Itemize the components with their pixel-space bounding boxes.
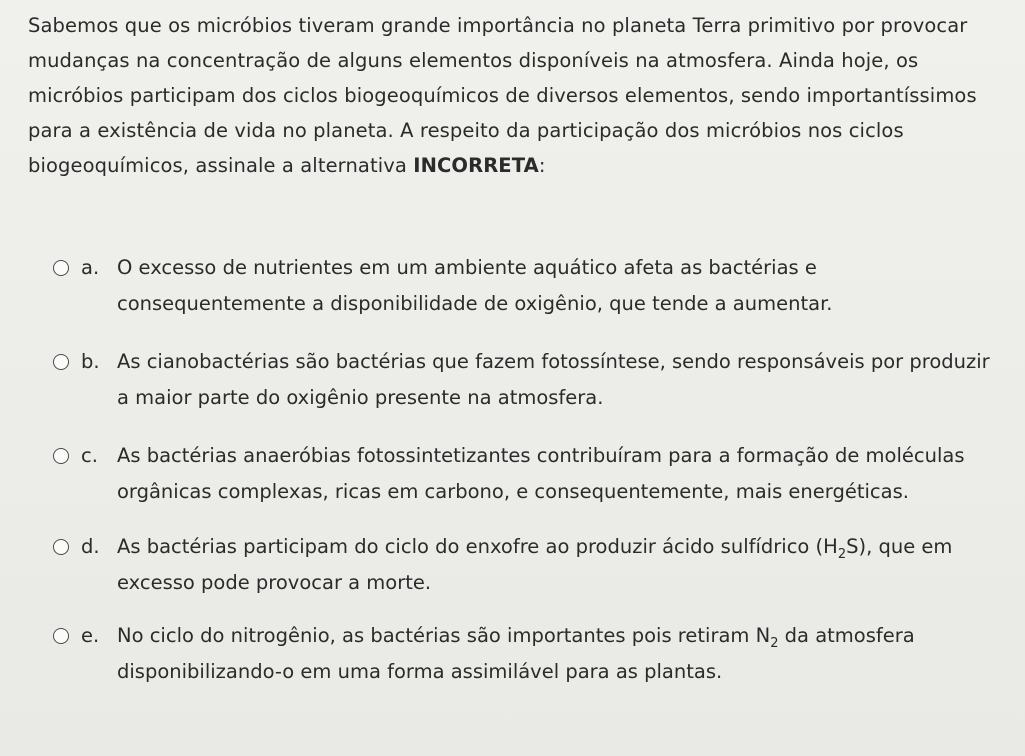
option-text: As bactérias anaeróbias fotossintetizantes contribuíram para a formação de moléculas orgânicas complexas, ricas em carbono, e consequentemente, mais energéticas. bbox=[117, 444, 965, 503]
answer-options bbox=[50, 250, 1010, 690]
option-text: O excesso de nutrientes em um ambiente aquático afeta as bactérias e consequentemente a disponibilidade de oxigênio, que tende a aumentar. bbox=[117, 256, 833, 315]
option-b[interactable] bbox=[50, 344, 1010, 416]
option-a[interactable] bbox=[50, 250, 1010, 322]
subscript: 2 bbox=[837, 546, 847, 562]
option-text-after: da atmosfera disponibilizando-o em uma forma assimilável para as plantas. bbox=[117, 624, 915, 683]
option-text-after: S), que em excesso pode provocar a morte. bbox=[117, 535, 953, 594]
option-letter: a. bbox=[81, 256, 100, 279]
option-text: As cianobactérias são bactérias que fazem fotossíntese, sendo responsáveis por produzir a maior parte do oxigênio presente na atmosfera. bbox=[117, 350, 990, 409]
question-suffix: : bbox=[538, 154, 546, 177]
option-letter: b. bbox=[81, 350, 100, 373]
question-emphasis: INCORRETA bbox=[413, 154, 539, 177]
option-text bbox=[117, 618, 1010, 690]
radio-button-a[interactable] bbox=[53, 260, 69, 276]
radio-button-d[interactable] bbox=[53, 539, 69, 555]
option-letter: e. bbox=[81, 624, 100, 647]
subscript: 2 bbox=[770, 635, 779, 651]
question-text bbox=[28, 8, 1008, 183]
option-letter: d. bbox=[81, 535, 100, 558]
option-c[interactable] bbox=[50, 438, 1010, 510]
radio-button-b[interactable] bbox=[53, 354, 69, 370]
radio-button-e[interactable] bbox=[53, 628, 69, 644]
radio-button-c[interactable] bbox=[53, 448, 69, 464]
option-text bbox=[117, 529, 1010, 601]
option-letter: c. bbox=[81, 444, 98, 467]
option-text-before: As bactérias participam do ciclo do enxofre ao produzir ácido sulfídrico (H bbox=[117, 535, 838, 558]
option-d[interactable] bbox=[50, 529, 1010, 601]
option-e[interactable] bbox=[50, 618, 1010, 690]
question-body: Sabemos que os micróbios tiveram grande importância no planeta Terra primitivo por provocar mudanças na concentração de alguns elementos disponíveis na atmosfera. Ainda hoje, os micróbios participam dos ciclos biogeoquímicos de diversos elementos, sendo importantíssimos para a existência de vida no planeta. A respeito da participação dos micróbios nos ciclos biogeoquímicos, assinale a alternativa bbox=[28, 14, 977, 177]
option-text-before: No ciclo do nitrogênio, as bactérias são importantes pois retiram N bbox=[117, 624, 771, 647]
